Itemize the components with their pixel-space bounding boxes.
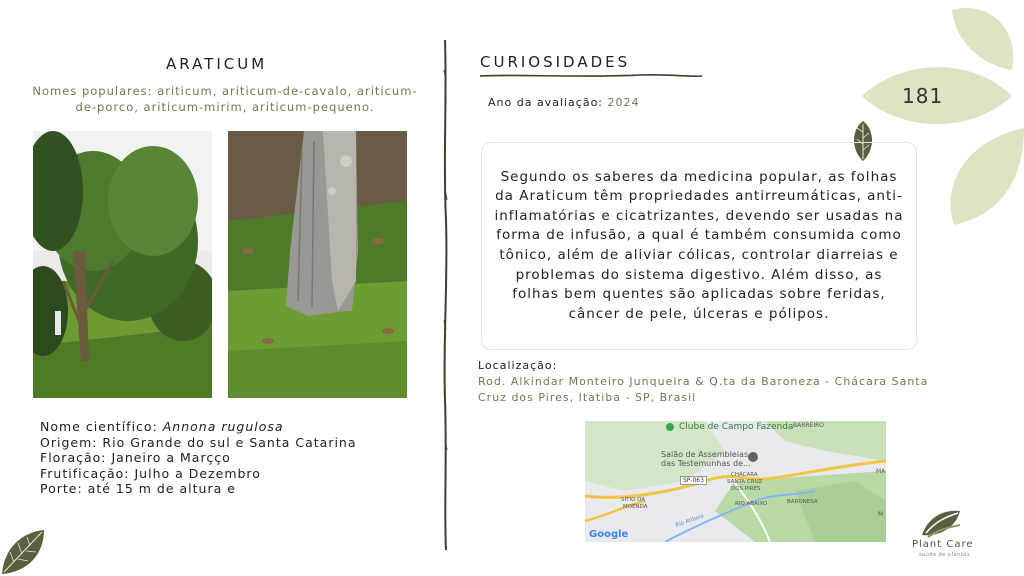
title-underline — [480, 73, 702, 79]
evaluation-year — [488, 96, 640, 109]
year-label: Ano da avaliação: — [488, 96, 608, 109]
scientific-label: Nome científico: — [40, 419, 163, 434]
curiosities-card — [481, 142, 917, 350]
map-label-rio: RIO ABAIXO — [735, 501, 768, 507]
plant-care-logo-icon — [920, 507, 962, 539]
map-label-chacara-2: SANTA CRUZ — [727, 479, 763, 485]
leaf-icon — [0, 528, 48, 576]
trunk-photo — [228, 131, 407, 398]
map-label-m: M — [878, 511, 884, 518]
location-value: Rod. Alkindar Monteiro Junqueira & Q.ta da Baroneza - Chácara Santa Cruz dos Pires, Itatiba - SP, Brasil — [478, 375, 929, 404]
google-logo: Google — [589, 529, 629, 540]
map-label-atibaia: Rio Atibaia — [674, 513, 705, 529]
map-label-baroneza: BARONESA — [787, 499, 818, 505]
location-label: Localização: — [478, 359, 558, 372]
section-title: CURIOSIDADES — [480, 53, 631, 71]
page-number: 181 — [902, 84, 944, 108]
map-label-sitio-1: SÍTIO DA — [621, 497, 646, 503]
plant-info — [40, 419, 357, 497]
location-map[interactable] — [585, 421, 886, 542]
plant-title: ARATICUM — [166, 55, 268, 73]
map-label-sitio-2: MOENDA — [623, 504, 648, 510]
curiosities-text: Segundo os saberes da medicina popular, as folhas da Araticum têm propriedades antirreumáticas, anti-inflamatórias e cicatrizantes, devendo ser usadas na forma de infusão, a qual é também consumida como tônico, além de aliviar cólicas, controlar diarreias e problemas do sistema digestivo. Além disso, as folhas bem quentes são aplicadas sobre feridas, câncer de pele, úlceras e pólipos. — [494, 168, 904, 322]
fruiting-row: Frutificação: Julho a Dezembro — [40, 465, 261, 481]
column-divider — [441, 40, 449, 550]
map-label-barreiro: BARREIRO — [793, 422, 825, 429]
size-row: Porte: até 15 m de altura e — [40, 481, 236, 496]
map-label-clube: Clube de Campo Fazenda — [679, 422, 794, 432]
popular-names: Nomes populares: ariticum, ariticum-de-cavalo, ariticum-de-porco, ariticum-mirim, ariticum-pequeno. — [32, 84, 418, 114]
map-label-ma: MA — [876, 468, 886, 475]
origin-row: Origem: Rio Grande do sul e Santa Catarina — [40, 434, 357, 450]
logo-tagline: saúde de plantas — [919, 552, 970, 558]
map-label-sp: SP-063 — [680, 476, 707, 485]
map-label-salao-1: Salão de Assembleias — [661, 450, 749, 459]
map-label-chacara-3: DOS PIRES — [731, 486, 761, 492]
scientific-name-row — [40, 419, 357, 435]
map-label-chacara-1: CHÁCARA — [731, 472, 758, 478]
logo-name: Plant Care — [912, 539, 974, 550]
tree-photo — [33, 131, 212, 398]
flowering-row: Floração: Janeiro a Marçço — [40, 450, 231, 465]
map-label-salao-2: das Testemunhas de... — [661, 459, 751, 468]
scientific-name: Annona rugulosa — [162, 419, 284, 434]
year-value: 2024 — [607, 96, 640, 109]
